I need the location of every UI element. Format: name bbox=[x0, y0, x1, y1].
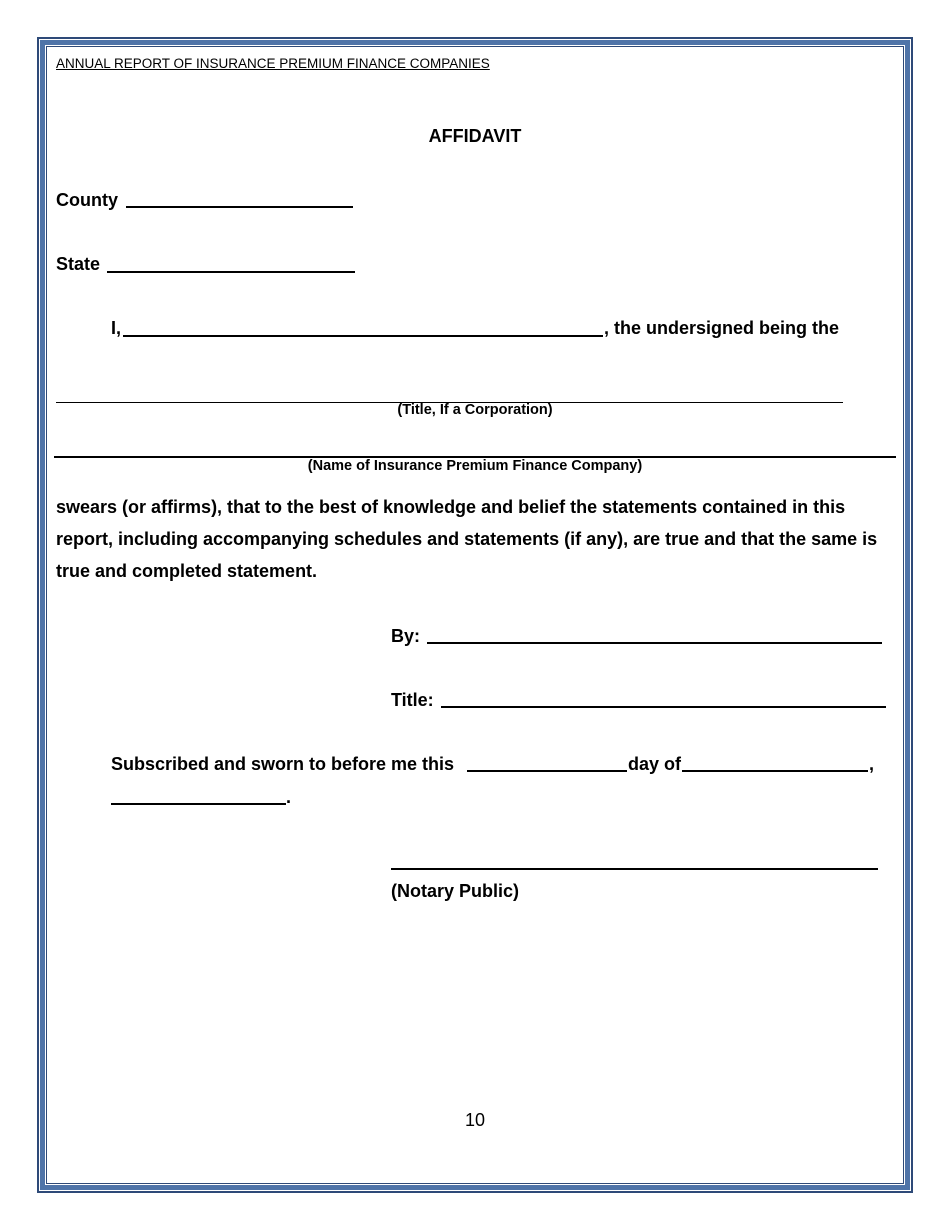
intro-suffix: , the undersigned being the bbox=[604, 318, 840, 338]
county-field[interactable] bbox=[126, 206, 353, 208]
sworn-comma: , bbox=[869, 754, 875, 774]
report-header: ANNUAL REPORT OF INSURANCE PREMIUM FINANCE COMPANIES bbox=[56, 56, 490, 71]
signer-title-label: Title: bbox=[391, 690, 434, 710]
intro-prefix: I, bbox=[111, 318, 122, 338]
day-field[interactable] bbox=[467, 770, 627, 772]
year-field[interactable] bbox=[111, 803, 286, 805]
name-field[interactable] bbox=[123, 335, 603, 337]
sworn-text: Subscribed and sworn to before me this bbox=[111, 754, 455, 774]
signer-title-field[interactable] bbox=[441, 706, 886, 708]
notary-label: (Notary Public) bbox=[391, 881, 520, 901]
day-of-text: day of bbox=[628, 754, 682, 774]
by-label: By: bbox=[391, 626, 421, 646]
sworn-period: . bbox=[286, 787, 292, 807]
statement-paragraph: swears (or affirms), that to the best of knowledge and belief the statements contained in this report, including accompanying schedules and statements (if any), are true and that the same is true and completed statement. bbox=[56, 497, 878, 581]
county-label: County bbox=[56, 190, 118, 210]
title-caption: (Title, If a Corporation) bbox=[397, 402, 553, 418]
page-title: AFFIDAVIT bbox=[428, 126, 522, 146]
by-signature-field[interactable] bbox=[427, 642, 882, 644]
page-number: 10 bbox=[464, 1110, 486, 1130]
month-field[interactable] bbox=[682, 770, 868, 772]
state-field[interactable] bbox=[107, 271, 355, 273]
state-label: State bbox=[56, 254, 101, 274]
page-border-inner bbox=[46, 46, 904, 1184]
company-caption: (Name of Insurance Premium Finance Company) bbox=[307, 458, 643, 474]
notary-signature-field[interactable] bbox=[391, 868, 878, 870]
